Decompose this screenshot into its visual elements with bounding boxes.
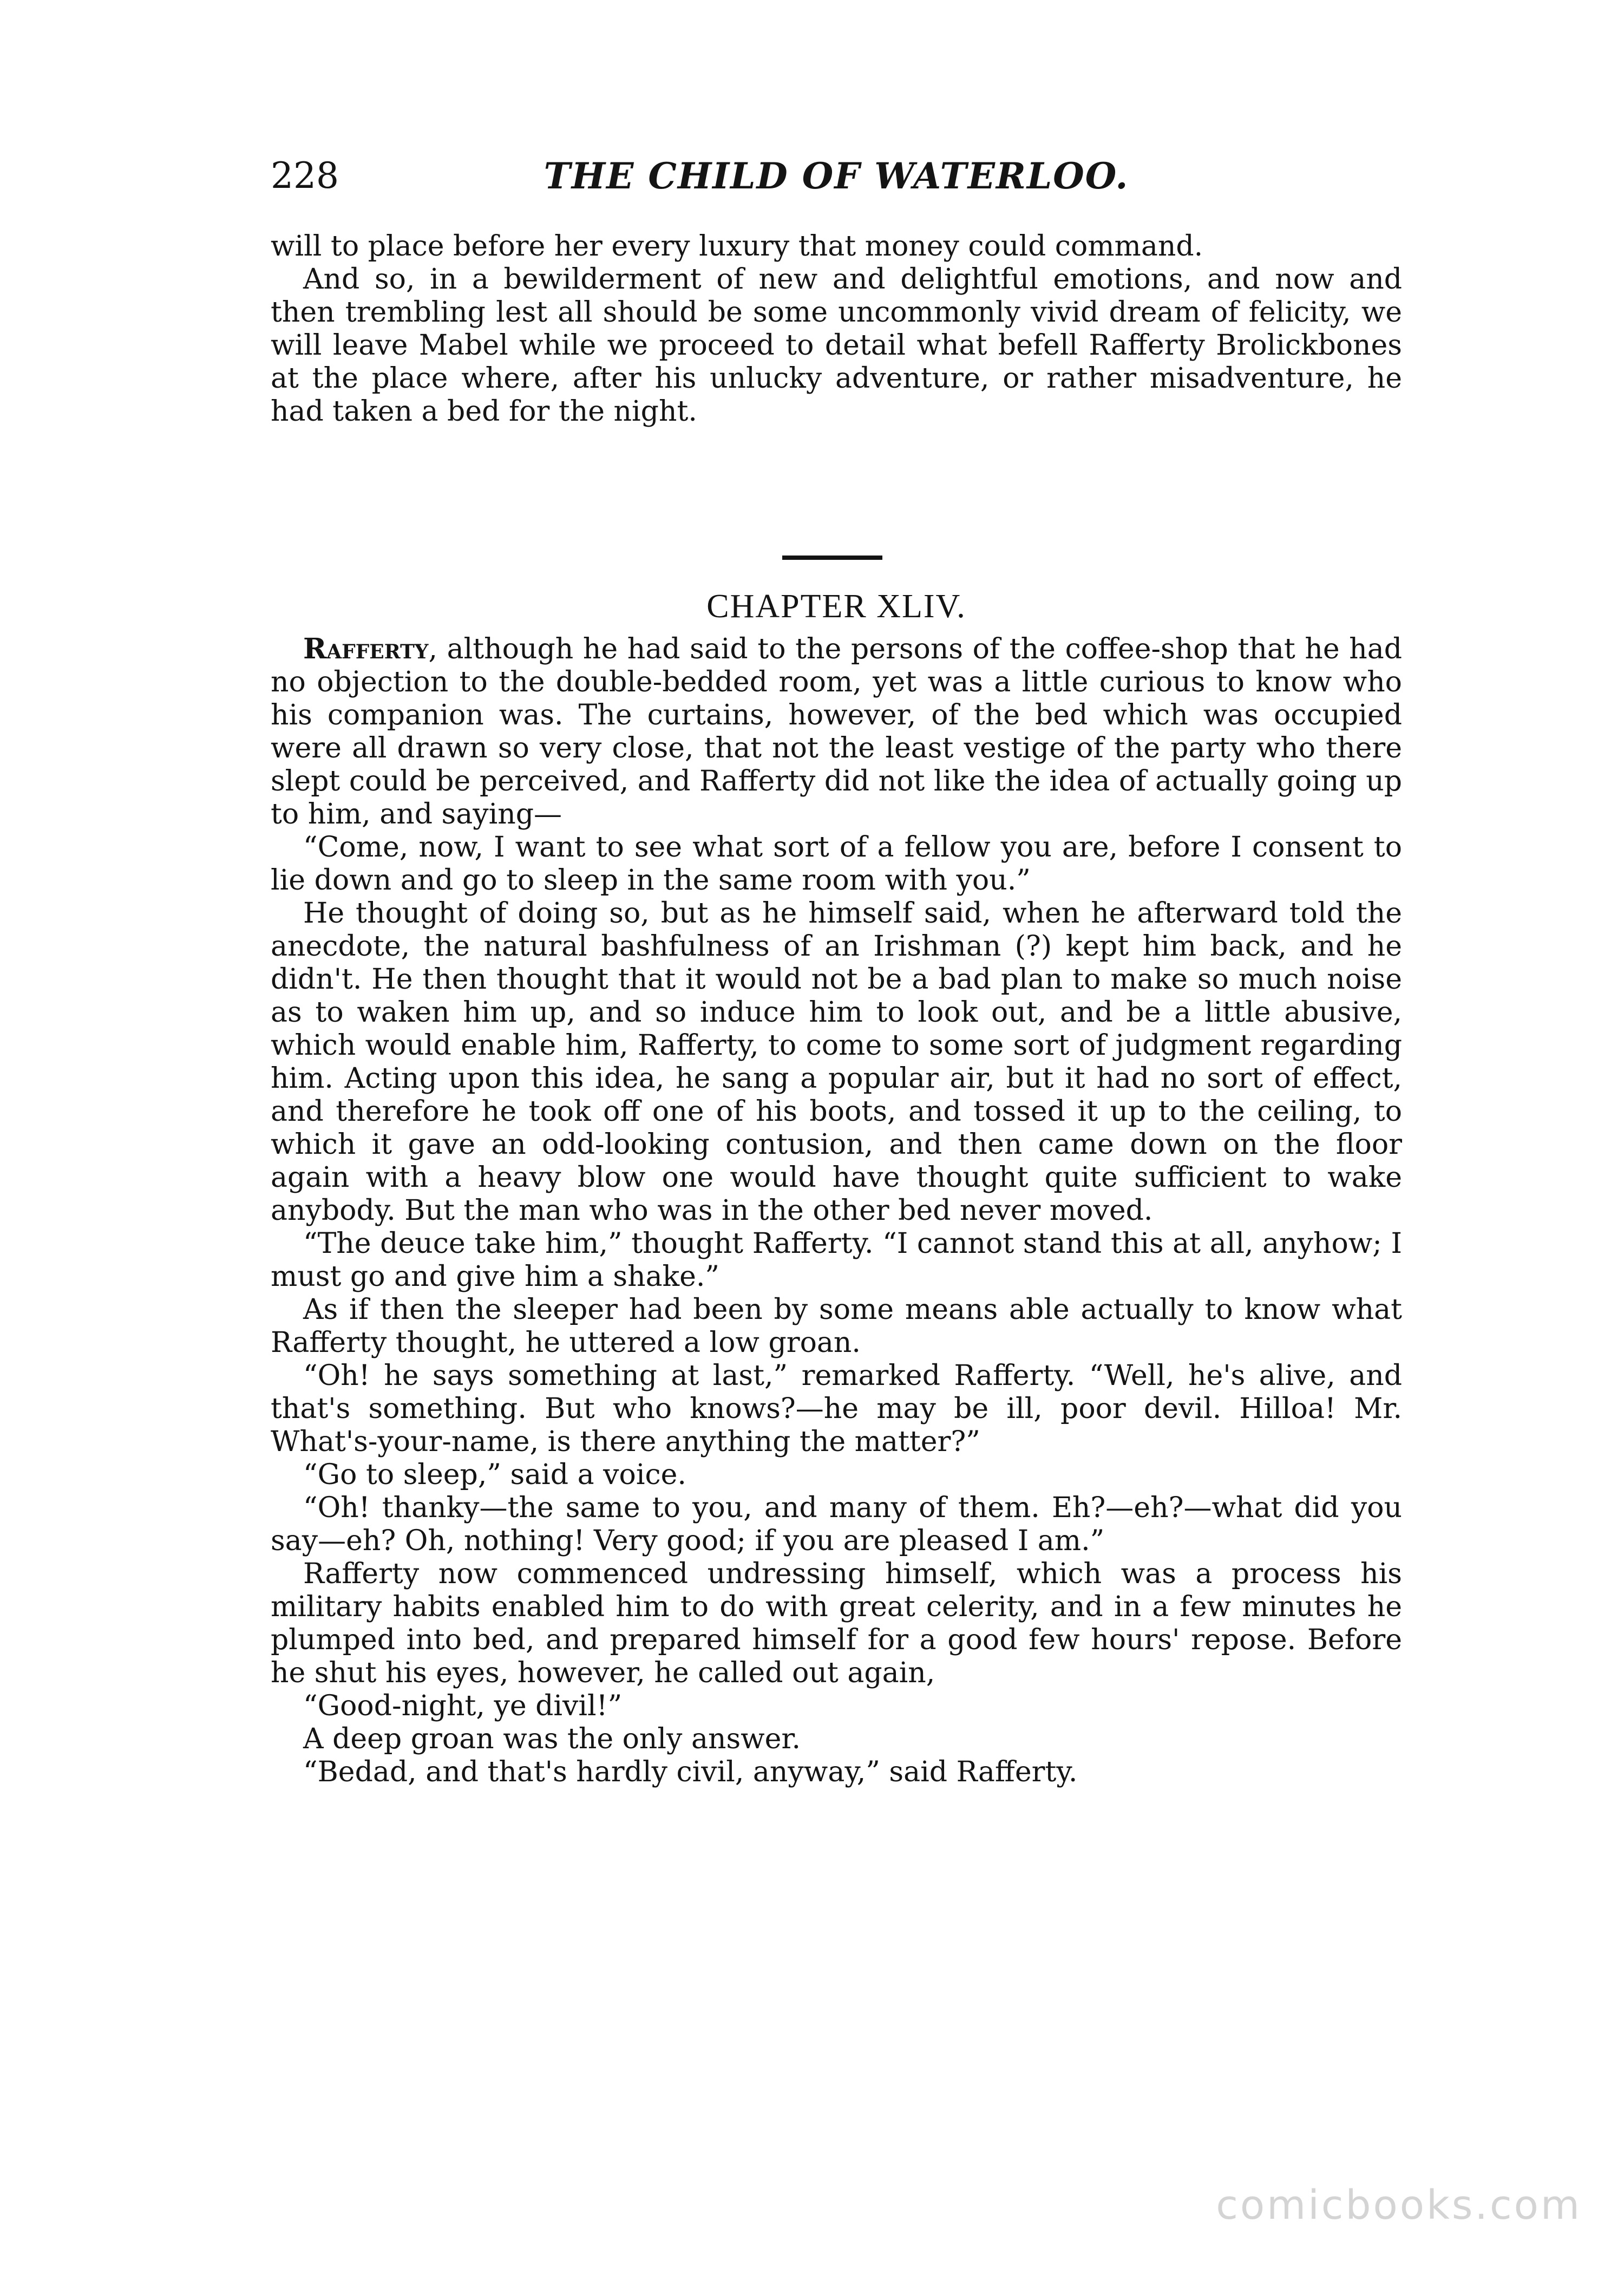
opening-text-block — [271, 230, 1402, 428]
paragraph: And so, in a bewilderment of new and delightful emotions, and now and then trembling lest all should be some uncommonly vivid dream of felicity, we will leave Mabel while we proceed to detail what befell Rafferty Brolickbones at the place where, after his unlucky adventure, or rather misadventure, he had taken a bed for the night. — [271, 263, 1402, 428]
chapter-text-block — [271, 632, 1402, 1789]
page-number: 228 — [271, 155, 339, 197]
watermark: comicbooks.com — [1216, 2182, 1582, 2229]
running-head-title: THE CHILD OF WATERLOO. — [543, 155, 1129, 197]
paragraph-text: , although he had said to the persons of the coffee-shop that he had no objection to the double-bedded room, yet was a little curious to know who his companion was. The curtains, however, of the bed which was occupied were all drawn so very close, that not the least vestige of the party who there slept could be perceived, and Rafferty did not like the idea of actually going up to him, and saying— — [271, 633, 1402, 831]
paragraph: “Oh! he says something at last,” remarked Rafferty. “Well, he's alive, and that's something. But who knows?—he may be ill, poor devil. Hilloa! Mr. What's-your-name, is there anything the matter?” — [271, 1360, 1402, 1458]
chapter-divider-rule — [782, 556, 882, 560]
paragraph: “Come, now, I want to see what sort of a fellow you are, before I consent to lie down and go to sleep in the same room with you.” — [271, 831, 1402, 897]
paragraph: “Go to sleep,” said a voice. — [303, 1459, 686, 1491]
chapter-first-paragraph — [271, 632, 1402, 831]
paragraph: “Bedad, and that's hardly civil, anyway,” said Rafferty. — [303, 1756, 1078, 1788]
paragraph: “Oh! thanky—the same to you, and many of them. Eh?—eh?—what did you say—eh? Oh, nothing! Very good; if you are pleased I am.” — [271, 1492, 1402, 1557]
paragraph: will to place before her every luxury that money could command. — [271, 230, 1203, 263]
paragraph: “Good-night, ye divil!” — [303, 1690, 623, 1722]
paragraph: “The deuce take him,” thought Rafferty. “I cannot stand this at all, anyhow; I must go and give him a shake.” — [271, 1227, 1402, 1293]
paragraph: He thought of doing so, but as he himself said, when he afterward told the anecdote, the natural bashfulness of an Irishman (?) kept him back, and he didn't. He then thought that it would not be a bad plan to make so much noise as to waken him up, and so induce him to look out, and be a little abusive, which would enable him, Rafferty, to come to some sort of judgment regarding him. Acting upon this idea, he sang a popular air, but it had no sort of effect, and therefore he took off one of his boots, and tossed it up to the ceiling, to which it gave an odd-looking contusion, and then came down on the floor again with a heavy blow one would have thought quite sufficient to wake anybody. But the man who was in the other bed never moved. — [271, 897, 1402, 1227]
chapter-lead-word: Rafferty — [303, 632, 429, 665]
paragraph: Rafferty now commenced undressing himself, which was a process his military habits enabled him to do with great celerity, and in a few minutes he plumped into bed, and prepared himself for a good few hours' repose. Before he shut his eyes, however, he called out again, — [271, 1558, 1402, 1689]
paragraph: As if then the sleeper had been by some means able actually to know what Rafferty thought, he uttered a low groan. — [271, 1293, 1402, 1359]
paragraph: A deep groan was the only answer. — [303, 1723, 801, 1755]
running-head — [271, 149, 1402, 203]
chapter-heading: CHAPTER XLIV. — [706, 588, 966, 625]
